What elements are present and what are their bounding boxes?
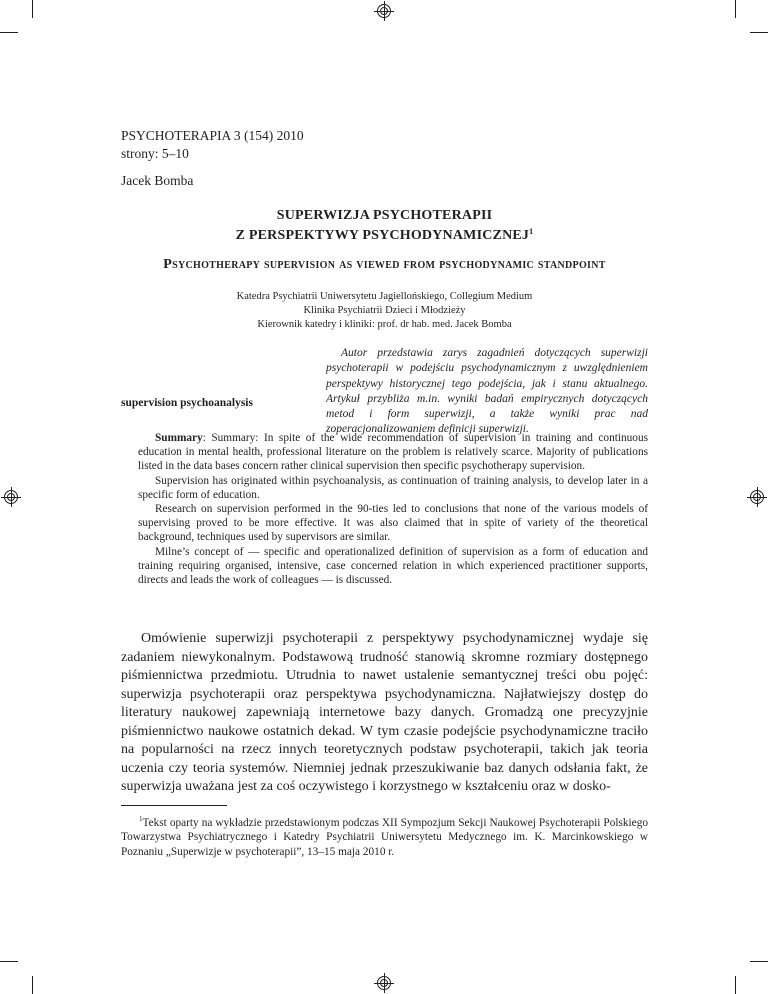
registration-mark-icon (376, 3, 392, 19)
affiliation (121, 290, 648, 332)
affiliation-line: Klinika Psychiatrii Dzieci i Młodzieży (303, 305, 466, 316)
crop-mark (735, 0, 736, 18)
affiliation-line: Katedra Psychiatrii Uniwersytetu Jagiellońskiego, Collegium Medium (236, 291, 533, 302)
article-title (121, 206, 648, 246)
footnote-divider (121, 805, 227, 806)
registration-mark-icon (3, 489, 19, 505)
crop-mark (750, 32, 768, 33)
crop-mark (0, 961, 18, 962)
journal-issue: PSYCHOTERAPIA 3 (154) 2010 (121, 128, 304, 143)
crop-mark (735, 976, 736, 994)
journal-header (121, 127, 304, 163)
crop-mark (0, 32, 18, 33)
journal-pages: strony: 5–10 (121, 146, 189, 161)
crop-mark (32, 976, 33, 994)
author-name: Jacek Bomba (121, 173, 194, 188)
registration-mark-icon (749, 489, 765, 505)
english-title: Psychotherapy supervision as viewed from psychodynamic standpoint (163, 257, 606, 272)
crop-mark (32, 0, 33, 18)
summary-paragraph: Supervision has originated within psychoanalysis, as continuation of training analysis, to develop later in a specific form of education. (138, 474, 648, 501)
abstract-polish: Autor przedstawia zarys zagadnień dotyczących superwizji psychoterapii w podejściu psychodynamicznym z uwzględnieniem perspektywy historycznej tego podejścia, jak i stanu aktualnego. Artykuł przybliża m.in. wyniki badań empirycznych dotyczących metod i form superwizji, a także wyniki prac nad zoperacjonalizowaniem definicji superwizji. (326, 347, 648, 436)
title-footnote-marker: 1 (529, 227, 534, 236)
summary-paragraph: Milne’s concept of — specific and operationalized definition of supervision as a form of education and training requiring organised, intensive, case concerned relation in which experienced practitioner supports, directs and leads the work of colleagues — is discussed. (138, 545, 648, 587)
summary-paragraph: Research on supervision performed in the 90-ties led to conclusions that none of the various models of supervising proved to be more effective. It was also claimed that in spite of variety of the theoretical background, techniques used by supervisors are similar. (138, 503, 648, 544)
body-paragraph: Omówienie superwizji psychoterapii z perspektywy psychodynamicznej wydaje się zadaniem niewykonalnym. Podstawową trudność stanowią skromne rozmiary dostępnego piśmiennictwa przedmiotu. Utrudnia to nawet ustalenie semantycznej treści obu pojęć: superwizja psychoterapii oraz perspektywa psychodynamiczna. Najłatwiejszy dostęp do literatury naukowej zapewniają internetowe bazy danych. Gromadzą one precyzyjnie piśmiennictwo naukowe ostatnich dekad. W tym czasie podejście psychodynamiczne traciło na popularności na rzecz innych teoretycznych podstaw psychoterapii, takich jak teoria uczenia czy teoria systemów. Niemniej jednak przeszukiwanie baz danych odsłania fakt, że superwizja uważana jest za coś oczywistego i korzystnego w kształceniu oraz w dosko- (121, 631, 648, 794)
footnote (121, 812, 648, 859)
keywords: supervision psychoanalysis (121, 397, 253, 409)
footnote-marker: 1 (139, 815, 143, 823)
registration-mark-icon (376, 975, 392, 991)
summary-paragraph: Summary: Summary: In spite of the wide recommendation of supervision in training and continuous education in mental health, professional literature on the problem is relatively scarce. Majority of publications listed in the data bases concern rather clinical supervision then specific psychotherapy supervision. (138, 432, 648, 473)
summary-label: Summary (155, 432, 203, 444)
title-line-1: SUPERWIZJA PSYCHOTERAPII (276, 208, 493, 223)
summary (138, 431, 648, 587)
crop-mark (750, 961, 768, 962)
title-line-2: Z PERSPEKTYWY PSYCHODYNAMICZNEJ$^1$ (235, 227, 534, 243)
body-text (121, 630, 648, 797)
footnote-text: Tekst oparty na wykładzie przedstawionym podczas XII Sympozjum Sekcji Naukowej Psychoterapii Polskiego Towarzystwa Psychiatrycznego i Katedry Psychiatrii Uniwersytetu Medycznego im. K. Marcinkowskiego w Poznaniu „Superwizje w psychoterapii”, 13–15 maja 2010 r. (121, 816, 648, 858)
affiliation-line: Kierownik katedry i kliniki: prof. dr hab. med. Jacek Bomba (257, 319, 512, 330)
